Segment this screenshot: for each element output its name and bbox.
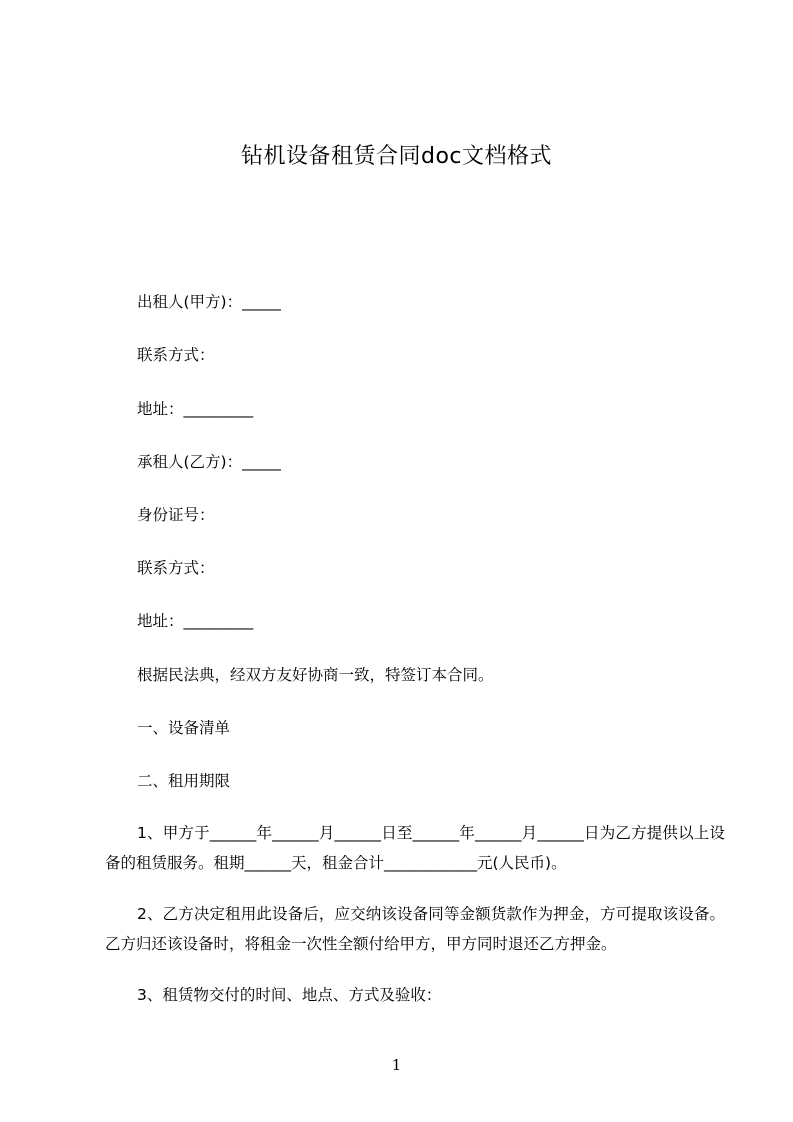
section-heading-rental-period: 二、租用期限 [137, 772, 231, 790]
lessee-contact-line: 联系方式： [137, 559, 215, 577]
clause-3-paragraph: 3、租赁物交付的时间、地点、方式及验收： [137, 986, 442, 1004]
lessee-id-line: 身份证号： [137, 506, 215, 524]
page-number: 1 [391, 1056, 402, 1074]
lessee-line: 承租人(乙方)：_____ [137, 453, 281, 471]
lessee-address-line: 地址：_________ [137, 612, 254, 630]
section-heading-equipment-list: 一、设备清单 [137, 719, 231, 737]
clause-1-paragraph: 1、甲方于______年______月______日至______年______月______日为乙方提供以上设备的租赁服务。租期______天，租金合计____________元(人民币)。 [105, 824, 725, 872]
lessor-contact-line: 联系方式： [137, 346, 215, 364]
lessor-line: 出租人(甲方)：_____ [137, 293, 281, 311]
clause-2-paragraph: 2、乙方决定租用此设备后，应交纳该设备同等金额货款作为押金，方可提取该设备。乙方归还该设备时，将租金一次性全额付给甲方，甲方同时退还乙方押金。 [105, 905, 725, 953]
lessor-address-line: 地址：_________ [137, 400, 254, 418]
preamble-text: 根据民法典，经双方友好协商一致，特签订本合同。 [137, 666, 494, 684]
document-title: 钻机设备租赁合同doc文档格式 [240, 144, 553, 169]
